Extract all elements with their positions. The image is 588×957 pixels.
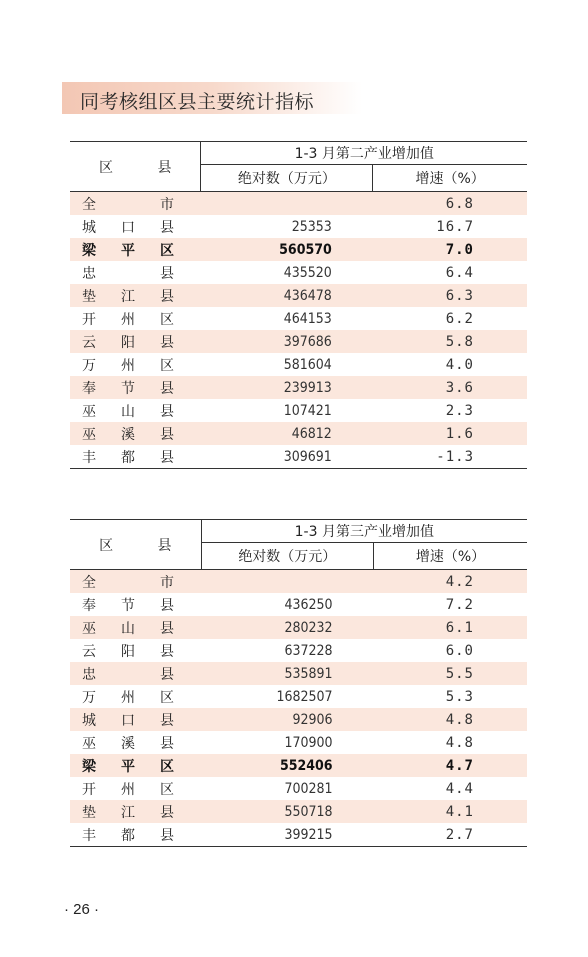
county-name-char: 区 (160, 357, 174, 374)
growth-rate-cell: 7.2 (445, 596, 474, 613)
growth-rate-cell: -1.3 (373, 445, 527, 469)
table-row (70, 708, 527, 731)
table-row (70, 685, 527, 708)
absolute-value-cell: 25353 (291, 218, 332, 235)
growth-rate-cell: 4.2 (374, 570, 527, 594)
absolute-value-cell: 92906 (201, 708, 373, 731)
absolute-value-cell: 239913 (201, 376, 373, 399)
county-name-char: 平 (121, 758, 135, 775)
table-row (70, 422, 527, 445)
table-row (70, 353, 527, 376)
table-row (70, 616, 527, 639)
table-row (70, 284, 527, 307)
county-name-char: 梁 (82, 242, 96, 259)
table-row (70, 261, 527, 284)
absolute-value-cell: 309691 (201, 445, 373, 469)
county-name-char: 开 (82, 311, 96, 328)
county-name-char: 万 (82, 689, 96, 706)
county-name-char (121, 664, 135, 684)
county-name-char: 县 (160, 380, 174, 397)
county-name-char: 节 (121, 380, 135, 397)
county-name-char: 都 (121, 449, 135, 466)
county-name (70, 192, 201, 216)
growth-rate-cell: 16.7 (436, 218, 474, 235)
county-name-char: 区 (160, 781, 174, 798)
county-name (70, 307, 201, 330)
county-name-char: 县 (160, 288, 174, 305)
county-name-char: 阳 (121, 334, 135, 351)
county-name-char: 区 (160, 758, 174, 775)
absolute-value-cell: 436250 (284, 596, 333, 613)
county-name (70, 639, 201, 662)
group-header: 1-3 月第三产业增加值 (201, 520, 527, 543)
county-name-char: 巫 (82, 620, 96, 637)
section-title-banner (62, 82, 362, 114)
growth-rate-header: 增速（%） (374, 543, 527, 570)
absolute-value-cell: 435520 (283, 264, 332, 281)
absolute-value-cell: 560570 (201, 238, 373, 261)
county-name (70, 823, 201, 847)
county-name (70, 376, 201, 399)
absolute-value-cell (201, 570, 373, 594)
county-name-char: 口 (121, 712, 135, 729)
county-name-char: 江 (121, 288, 135, 305)
county-name (70, 238, 201, 261)
county-name (70, 330, 201, 353)
county-name-char: 山 (121, 620, 135, 637)
county-name-char: 区 (160, 242, 174, 259)
county-name-char: 都 (121, 827, 135, 844)
table-row (70, 238, 527, 261)
absolute-value-cell: 46812 (201, 422, 373, 445)
growth-rate-header: 增速（%） (373, 165, 527, 192)
county-name-char: 溪 (121, 426, 135, 443)
table-row (70, 662, 527, 685)
county-name-char: 县 (160, 666, 174, 683)
county-name-char (121, 194, 135, 214)
county-name-char: 垫 (82, 804, 96, 821)
growth-rate-cell: 1.6 (373, 422, 527, 445)
table-body (70, 570, 527, 847)
growth-rate-cell: 2.7 (374, 823, 527, 847)
absolute-value-cell (201, 192, 373, 216)
county-name-char: 城 (82, 712, 96, 729)
county-name (70, 708, 201, 731)
table-row (70, 215, 527, 238)
county-name-char: 奉 (82, 597, 96, 614)
county-name (70, 593, 201, 616)
absolute-value-cell: 399215 (201, 823, 373, 847)
county-name-char: 忠 (82, 666, 96, 683)
county-name (70, 570, 201, 594)
growth-rate-cell: 5.3 (445, 688, 474, 705)
county-name-char: 州 (121, 311, 135, 328)
county-name-char: 县 (160, 620, 174, 637)
county-name (70, 800, 201, 823)
table-row (70, 192, 527, 216)
county-name (70, 399, 201, 422)
county-header: 区 县 (70, 142, 201, 192)
table-row (70, 639, 527, 662)
absolute-value-cell: 464153 (283, 310, 332, 327)
growth-rate-cell: 6.0 (445, 642, 474, 659)
county-name-char: 州 (121, 689, 135, 706)
county-name-char: 县 (160, 827, 174, 844)
county-name-char: 县 (160, 265, 174, 282)
county-name (70, 685, 201, 708)
group-header: 1-3 月第二产业增加值 (201, 142, 527, 165)
county-name-char: 云 (82, 334, 96, 351)
county-name-char: 县 (160, 712, 174, 729)
growth-rate-cell: 5.5 (374, 662, 527, 685)
growth-rate-cell: 4.1 (374, 800, 527, 823)
county-name (70, 616, 201, 639)
table-row (70, 823, 527, 847)
table-row (70, 777, 527, 800)
county-name-char: 县 (160, 219, 174, 236)
growth-rate-cell: 4.0 (445, 356, 474, 373)
tertiary-industry-table (70, 519, 527, 847)
county-name (70, 662, 201, 685)
growth-rate-cell: 3.6 (373, 376, 527, 399)
absolute-value-cell: 397686 (201, 330, 373, 353)
county-name-char: 山 (121, 403, 135, 420)
table-row (70, 754, 527, 777)
secondary-industry-table (70, 141, 527, 469)
table-row (70, 731, 527, 754)
county-name-char: 口 (121, 219, 135, 236)
table-row (70, 376, 527, 399)
table-row (70, 307, 527, 330)
county-name (70, 261, 201, 284)
county-name-char: 巫 (82, 426, 96, 443)
county-name-char: 州 (121, 781, 135, 798)
county-name-char: 县 (160, 597, 174, 614)
county-name-char: 县 (160, 804, 174, 821)
county-name-char: 县 (160, 334, 174, 351)
county-name-char (121, 572, 135, 592)
county-name-char: 忠 (82, 265, 96, 282)
absolute-value-cell: 170900 (284, 734, 333, 751)
county-name-char: 县 (160, 403, 174, 420)
section-title: 同考核组区县主要统计指标 (80, 91, 315, 113)
growth-rate-cell: 6.3 (373, 284, 527, 307)
absolute-value-cell: 700281 (284, 780, 333, 797)
growth-rate-cell: 4.8 (445, 734, 474, 751)
county-name-char: 丰 (82, 449, 96, 466)
county-name-char: 溪 (121, 735, 135, 752)
county-name-char: 城 (82, 219, 96, 236)
county-name-char: 区 (160, 689, 174, 706)
county-name-char: 云 (82, 643, 96, 660)
county-name-char: 巫 (82, 403, 96, 420)
absolute-value-cell: 107421 (283, 402, 332, 419)
county-name-char: 县 (160, 735, 174, 752)
county-name (70, 422, 201, 445)
absolute-value-cell: 637228 (284, 642, 333, 659)
table-row (70, 800, 527, 823)
table-row (70, 570, 527, 594)
county-name (70, 353, 201, 376)
county-name (70, 731, 201, 754)
county-name-char (121, 263, 135, 283)
growth-rate-cell: 2.3 (445, 402, 474, 419)
growth-rate-cell: 6.1 (374, 616, 527, 639)
absolute-value-cell: 280232 (201, 616, 373, 639)
growth-rate-cell: 6.2 (445, 310, 474, 327)
county-name-char: 县 (160, 643, 174, 660)
absolute-value-cell: 1682507 (276, 688, 333, 705)
absolute-value-header: 绝对数（万元） (201, 165, 373, 192)
county-name-char: 阳 (121, 643, 135, 660)
absolute-value-cell: 581604 (283, 356, 332, 373)
county-name-char: 市 (160, 196, 174, 213)
county-name-char: 巫 (82, 735, 96, 752)
county-name-char: 万 (82, 357, 96, 374)
growth-rate-cell: 4.4 (445, 780, 474, 797)
table-row (70, 593, 527, 616)
county-name-char: 市 (160, 574, 174, 591)
county-name-char: 节 (121, 597, 135, 614)
county-name (70, 777, 201, 800)
absolute-value-cell: 550718 (201, 800, 373, 823)
table-row (70, 399, 527, 422)
growth-rate-cell: 4.7 (374, 754, 527, 777)
growth-rate-cell: 4.8 (374, 708, 527, 731)
county-name-char: 开 (82, 781, 96, 798)
county-name (70, 445, 201, 469)
county-name-char: 丰 (82, 827, 96, 844)
county-name-char: 州 (121, 357, 135, 374)
county-name-char: 奉 (82, 380, 96, 397)
absolute-value-cell: 535891 (201, 662, 373, 685)
county-name-char: 区 (160, 311, 174, 328)
county-name (70, 215, 201, 238)
county-name-char: 平 (121, 242, 135, 259)
county-name-char: 县 (160, 426, 174, 443)
growth-rate-cell: 5.8 (373, 330, 527, 353)
growth-rate-cell: 6.8 (373, 192, 527, 216)
absolute-value-header: 绝对数（万元） (201, 543, 373, 570)
growth-rate-cell: 7.0 (373, 238, 527, 261)
county-name (70, 284, 201, 307)
county-name-char: 梁 (82, 758, 96, 775)
growth-rate-cell: 6.4 (445, 264, 474, 281)
table-row (70, 445, 527, 469)
county-name-char: 全 (82, 574, 96, 591)
county-name-char: 县 (160, 449, 174, 466)
table-body (70, 192, 527, 469)
absolute-value-cell: 436478 (201, 284, 373, 307)
county-name (70, 754, 201, 777)
absolute-value-cell: 552406 (201, 754, 373, 777)
county-name-char: 江 (121, 804, 135, 821)
page-number: · 26 · (64, 901, 100, 918)
county-name-char: 全 (82, 196, 96, 213)
county-name-char: 垫 (82, 288, 96, 305)
county-header: 区 县 (70, 520, 201, 570)
table-row (70, 330, 527, 353)
